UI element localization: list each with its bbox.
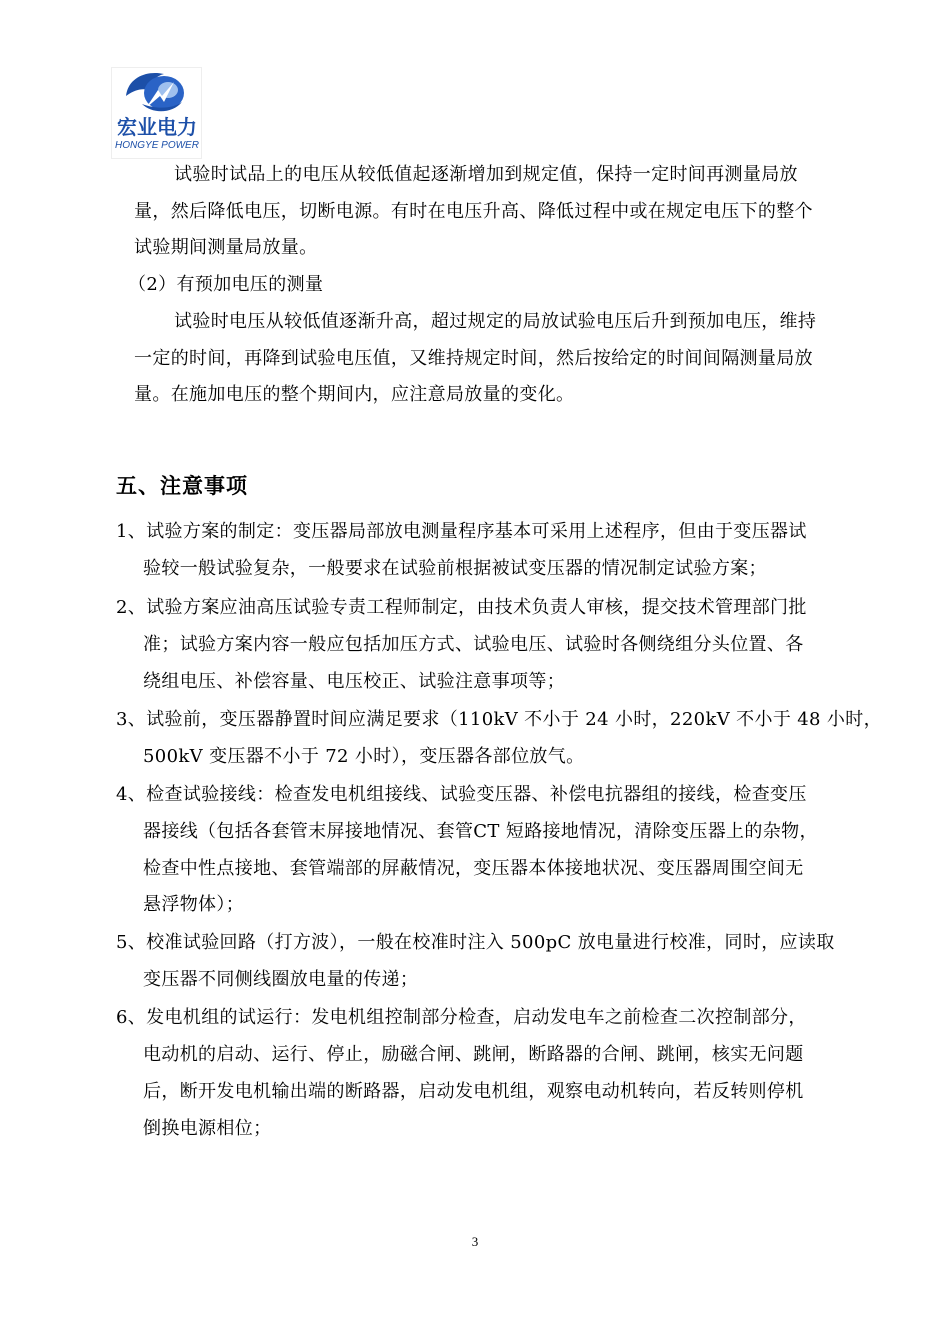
page-number: 3 <box>471 1234 479 1249</box>
section-heading: 五、注意事项 <box>116 474 248 498</box>
list-item-line: 4、检查试验接线：检查发电机组接线、试验变压器、补偿电抗器组的接线，检查变压 <box>116 784 807 805</box>
logo-english-name: HONGYE POWER <box>115 140 199 151</box>
list-item-line: 后，断开发电机输出端的断路器，启动发电机组，观察电动机转向，若反转则停机 <box>143 1081 804 1102</box>
list-item-line: 6、发电机组的试运行：发电机组控制部分检查，启动发电车之前检查二次控制部分， <box>116 1007 807 1028</box>
paragraph-line: 试验时电压从较低值逐渐升高，超过规定的局放试验电压后升到预加电压，维持 <box>174 311 817 332</box>
list-item-line: 500kV 变压器不小于 72 小时），变压器各部位放气。 <box>143 746 585 767</box>
list-item-line: 检查中性点接地、套管端部的屏蔽情况，变压器本体接地状况、变压器周围空间无 <box>143 858 804 879</box>
paragraph-line: 量，然后降低电压，切断电源。有时在电压升高、降低过程中或在规定电压下的整个 <box>134 201 813 222</box>
list-item-line: 倒换电源相位； <box>143 1118 272 1139</box>
list-item-line: 5、校准试验回路（打方波），一般在校准时注入 500pC 放电量进行校准，同时，应读取 <box>116 932 835 953</box>
paragraph-line: 量。在施加电压的整个期间内，应注意局放量的变化。 <box>134 384 575 405</box>
paragraph-line: 试验时试品上的电压从较低值起逐渐增加到规定值，保持一定时间再测量局放 <box>174 164 798 185</box>
list-item-line: 3、试验前，变压器静置时间应满足要求（110kV 不小于 24 小时，220kV 不小于 48 小时， <box>116 709 882 730</box>
subheading: （2）有预加电压的测量 <box>128 274 324 295</box>
list-item-line: 悬浮物体）； <box>143 894 245 915</box>
logo-chinese-name: 宏业电力 <box>117 115 197 139</box>
list-item-line: 器接线（包括各套管末屏接地情况、套管CT 短路接地情况，清除变压器上的杂物， <box>143 821 818 842</box>
paragraph-line: 试验期间测量局放量。 <box>134 237 318 258</box>
paragraph-line: 一定的时间，再降到试验电压值，又维持规定时间，然后按给定的时间间隔测量局放 <box>134 348 813 369</box>
list-item-line: 绕组电压、补偿容量、电压校正、试验注意事项等； <box>143 671 566 692</box>
list-item-line: 1、试验方案的制定：变压器局部放电测量程序基本可采用上述程序，但由于变压器试 <box>116 521 807 542</box>
list-item-line: 电动机的启动、运行、停止，励磁合闸、跳闸，断路器的合闸、跳闸，核实无问题 <box>143 1044 804 1065</box>
list-item-line: 验较一般试验复杂，一般要求在试验前根据被试变压器的情况制定试验方案； <box>143 558 767 579</box>
company-logo <box>111 67 202 159</box>
logo-emblem-icon <box>112 68 201 118</box>
list-item-line: 变压器不同侧线圈放电量的传递； <box>143 969 419 990</box>
list-item-line: 2、试验方案应油高压试验专责工程师制定，由技术负责人审核，提交技术管理部门批 <box>116 597 807 618</box>
list-item-line: 准；试验方案内容一般应包括加压方式、试验电压、试验时各侧绕组分头位置、各 <box>143 634 804 655</box>
